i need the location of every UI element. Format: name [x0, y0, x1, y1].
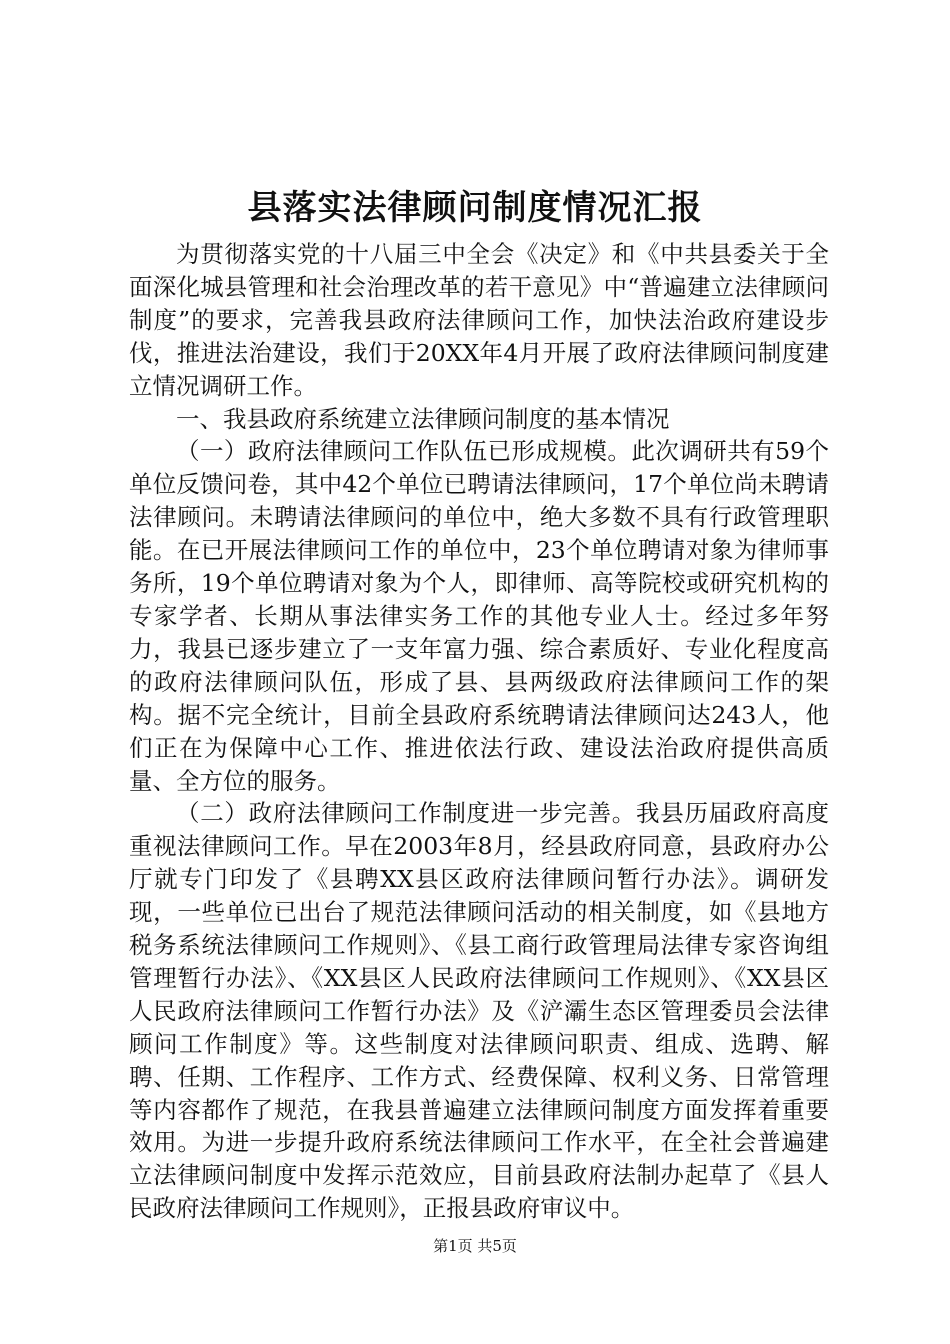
body-paragraph: （二）政府法律顾问工作制度进一步完善。我县历届政府高度重视法律顾问工作。早在2003年8月，经县政府同意，县政府办公厅就专门印发了《县聘XX县区政府法律顾问暂行办法》。调研发现，一些单位已出台了规范法律顾问活动的相关制度，如《县地方税务系统法律顾问工作规则》、《县工商行政管理局法律专家咨询组管理暂行办法》、《XX县区人民政府法律顾问工作规则》、《XX县区人民政府法律顾问工作暂行办法》及《浐灞生态区管理委员会法律顾问工作制度》等。这些制度对法律顾问职责、组成、选聘、解聘、任期、工作程序、工作方式、经费保障、权利义务、日常管理等内容都作了规范，在我县普遍建立法律顾问制度方面发挥着重要效用。为进一步提升政府系统法律顾问工作水平，在全社会普遍建立法律顾问制度中发挥示范效应，目前县政府法制办起草了《县人民政府法律顾问工作规则》，正报县政府审议中。	[129, 799, 829, 1223]
page-number: 第1页 共5页	[433, 1237, 517, 1255]
intro-paragraph: 为贯彻落实党的十八届三中全会《决定》和《中共县委关于全面深化城县管理和社会治理改革的若干意见》中“普遍建立法律顾问制度”的要求，完善我县政府法律顾问工作，加快法治政府建设步伐，推进法治建设，我们于20XX年4月开展了政府法律顾问制度建立情况调研工作。	[129, 240, 829, 400]
document-body	[129, 238, 829, 1225]
section-heading: 一、我县政府系统建立法律顾问制度的基本情况	[176, 404, 670, 433]
body-paragraph: （一）政府法律顾问工作队伍已形成规模。此次调研共有59个单位反馈问卷，其中42个单位已聘请法律顾问，17个单位尚未聘请法律顾问。未聘请法律顾问的单位中，绝大多数不具有行政管理职能。在已开展法律顾问工作的单位中，23个单位聘请对象为律师事务所，19个单位聘请对象为个人，即律师、高等院校或研究机构的专家学者、长期从事法律实务工作的其他专业人士。经过多年努力，我县已逐步建立了一支年富力强、综合素质好、专业化程度高的政府法律顾问队伍，形成了县、县两级政府法律顾问工作的架构。据不完全统计，目前全县政府系统聘请法律顾问达243人，他们正在为保障中心工作、推进依法行政、建设法治政府提供高质量、全方位的服务。	[129, 437, 829, 795]
document-title: 县落实法律顾问制度情况汇报	[247, 188, 703, 228]
